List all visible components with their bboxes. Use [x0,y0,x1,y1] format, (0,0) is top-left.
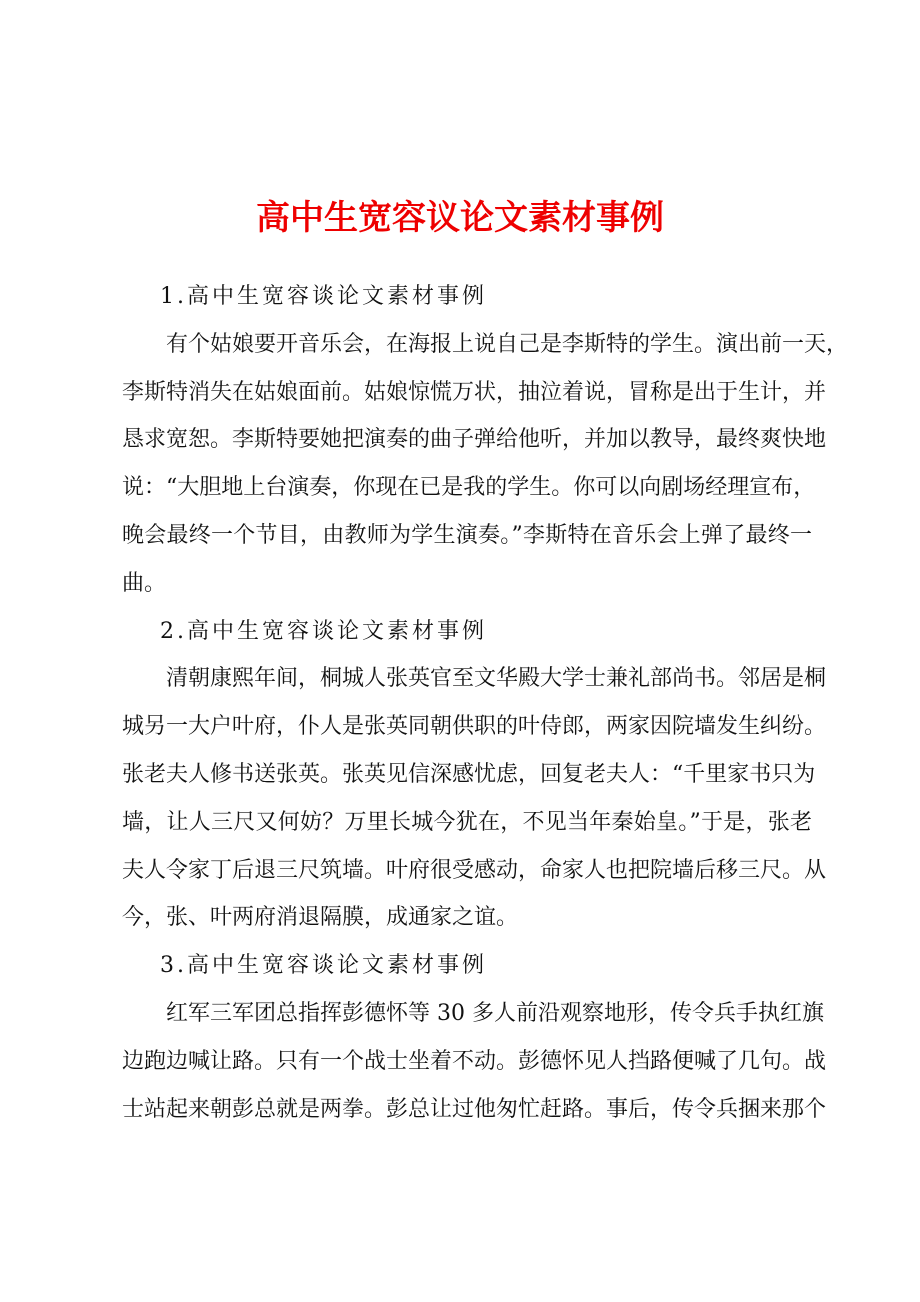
paragraph [122,990,827,1133]
paragraph-line: 士站起来朝彭总就是两拳。彭总让过他匆忙赶路。事后，传令兵捆来那个 [122,1096,827,1122]
paragraph-line: 墙，让人三尺又何妨？万里长城今犹在，不见当年秦始皇。”于是，张老 [122,809,812,835]
paragraph-line: 晚会最终一个节目，由教师为学生演奏。”李斯特在音乐会上弹了最终一 [122,522,812,548]
paragraph-line: 张老夫人修书送张英。张英见信深感忧虑，回复老夫人：“千里家书只为 [122,761,816,787]
paragraph-line: 城另一大户叶府，仆人是张英同朝供职的叶侍郎，两家因院墙发生纠纷。 [122,714,827,740]
section [122,273,849,608]
section [122,608,827,943]
paragraph [122,655,827,942]
section-heading: 1.高中生宽容谈论文素材事例 [160,284,487,309]
paragraph [122,321,849,608]
section-heading: 3.高中生宽容谈论文素材事例 [160,953,487,979]
paragraph-line: 边跑边喊让路。只有一个战士坐着不动。彭德怀见人挡路便喊了几句。战 [122,1048,827,1074]
paragraph-line: 恳求宽恕。李斯特要她把演奏的曲子弹给他听，并加以教导，最终爽快地 [122,427,827,453]
paragraph-line: 清朝康熙年间，桐城人张英官至文华殿大学士兼礼部尚书。邻居是桐 [166,666,827,692]
document-title: 高中生宽容议论文素材事例 [256,198,664,238]
section [122,942,827,1133]
paragraph-line: 李斯特消失在姑娘面前。姑娘惊慌万状，抽泣着说，冒称是出于生计，并 [122,379,827,405]
document-body [122,273,849,1133]
section-heading: 2.高中生宽容谈论文素材事例 [160,618,487,644]
paragraph-line: 今，张、叶两府消退隔膜，成通家之谊。 [122,905,519,931]
paragraph-line: 曲。 [122,570,167,596]
paragraph-line: 有个姑娘要开音乐会，在海报上说自己是李斯特的学生。演出前一天， [166,331,849,357]
paragraph-line: 红军三军团总指挥彭德怀等 30 多人前沿观察地形，传令兵手执红旗 [166,1000,824,1026]
paragraph-line: 说：“大胆地上台演奏，你现在已是我的学生。你可以向剧场经理宣布， [122,475,816,501]
paragraph-line: 夫人令家丁后退三尺筑墙。叶府很受感动，命家人也把院墙后移三尺。从 [122,857,827,883]
